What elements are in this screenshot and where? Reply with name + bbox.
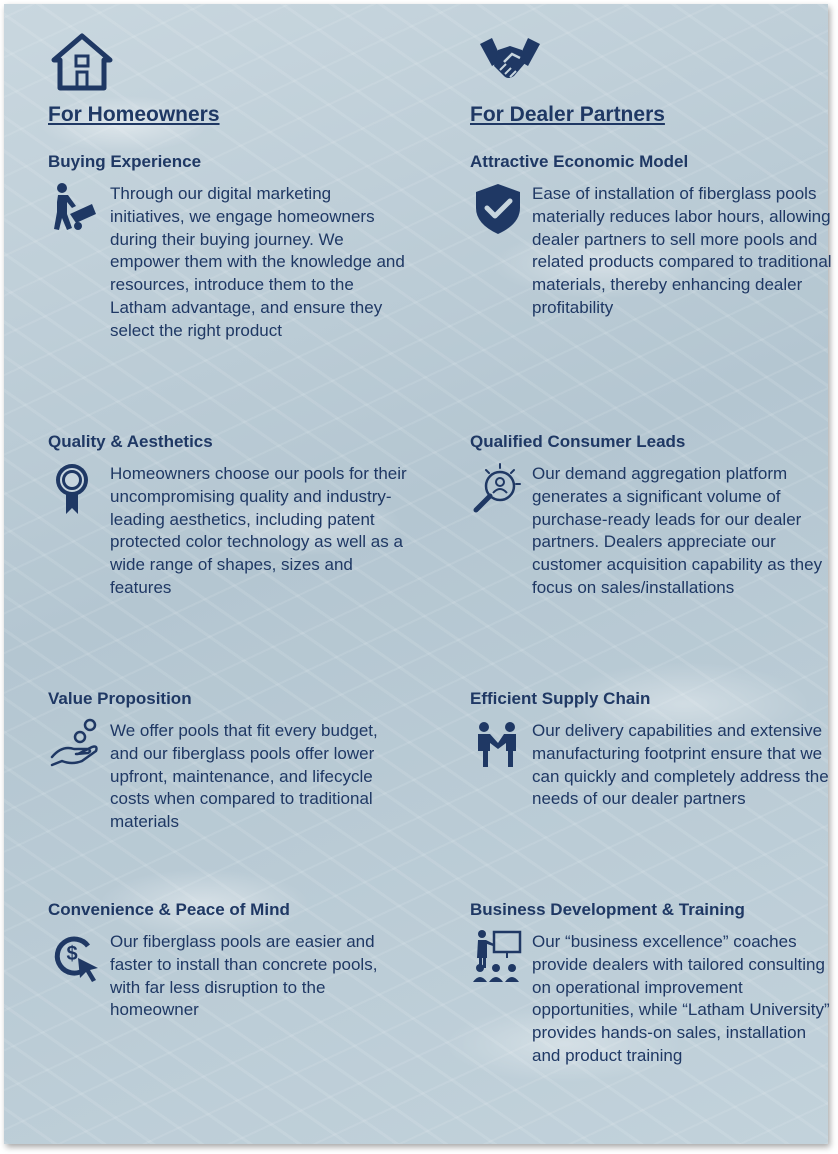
section-text: Homeowners choose our pools for their uncompromising quality and industry-leading aesthetics, including patent protected color technology as well as a wide range of shapes, sizes and features bbox=[110, 464, 407, 597]
section-text: Through our digital marketing initiatives, we engage homeowners during their buying journey. We empower them with the knowledge and resources, introduce them to the Latham advantage, and ensure they select the right product bbox=[110, 184, 405, 340]
shield-check-icon bbox=[470, 180, 526, 236]
section-text: Our delivery capabilities and extensive manufacturing footprint ensure that we can quickly and completely address the needs of our dealer partners bbox=[532, 721, 829, 809]
section-title: Business Development & Training bbox=[470, 900, 745, 919]
presentation-training-icon bbox=[470, 928, 526, 984]
section-text: Ease of installation of fiberglass pools materially reduces labor hours, allowing dealer partners to sell more pools and related products compared to traditional materials, thereby enhancing dealer profitability bbox=[532, 184, 832, 317]
section-title: Efficient Supply Chain bbox=[470, 689, 651, 708]
section-title: Quality & Aesthetics bbox=[48, 432, 213, 451]
section-text: Our “business excellence” coaches provide dealers with tailored consulting on operational improvement opportunities, while “Latham University” provides hands-on sales, installation and product training bbox=[532, 932, 830, 1065]
award-badge-icon bbox=[48, 460, 104, 516]
hand-coin-icon bbox=[48, 717, 104, 773]
dollar-click-icon bbox=[48, 928, 104, 984]
section-title: Convenience & Peace of Mind bbox=[48, 900, 290, 919]
brochure-page bbox=[4, 4, 832, 1144]
section-title: Buying Experience bbox=[48, 152, 202, 171]
svg-text:$: $ bbox=[66, 943, 78, 965]
hand-truck-delivery-icon bbox=[48, 180, 104, 236]
section-text: We offer pools that fit every budget, and our fiberglass pools offer lower upfront, maintenance, and lifecycle costs when compared to traditional materials bbox=[110, 721, 378, 832]
two-people-handshake-icon bbox=[470, 717, 526, 773]
section-title: Value Proposition bbox=[48, 689, 192, 708]
section-title: Attractive Economic Model bbox=[470, 152, 689, 171]
magnifier-person-icon bbox=[470, 460, 526, 516]
dealers-title: For Dealer Partners bbox=[470, 103, 665, 126]
house-icon bbox=[50, 30, 114, 94]
section-title: Qualified Consumer Leads bbox=[470, 432, 686, 451]
homeowners-title: For Homeowners bbox=[48, 103, 220, 126]
handshake-icon bbox=[478, 30, 542, 94]
section-text: Our demand aggregation platform generates a significant volume of purchase-ready leads for our dealer partners. Dealers appreciate our customer acquisition capability as they focus on sales/installations bbox=[532, 464, 823, 597]
section-text: Our fiberglass pools are easier and faster to install than concrete pools, with far less disruption to the homeowner bbox=[110, 932, 378, 1020]
